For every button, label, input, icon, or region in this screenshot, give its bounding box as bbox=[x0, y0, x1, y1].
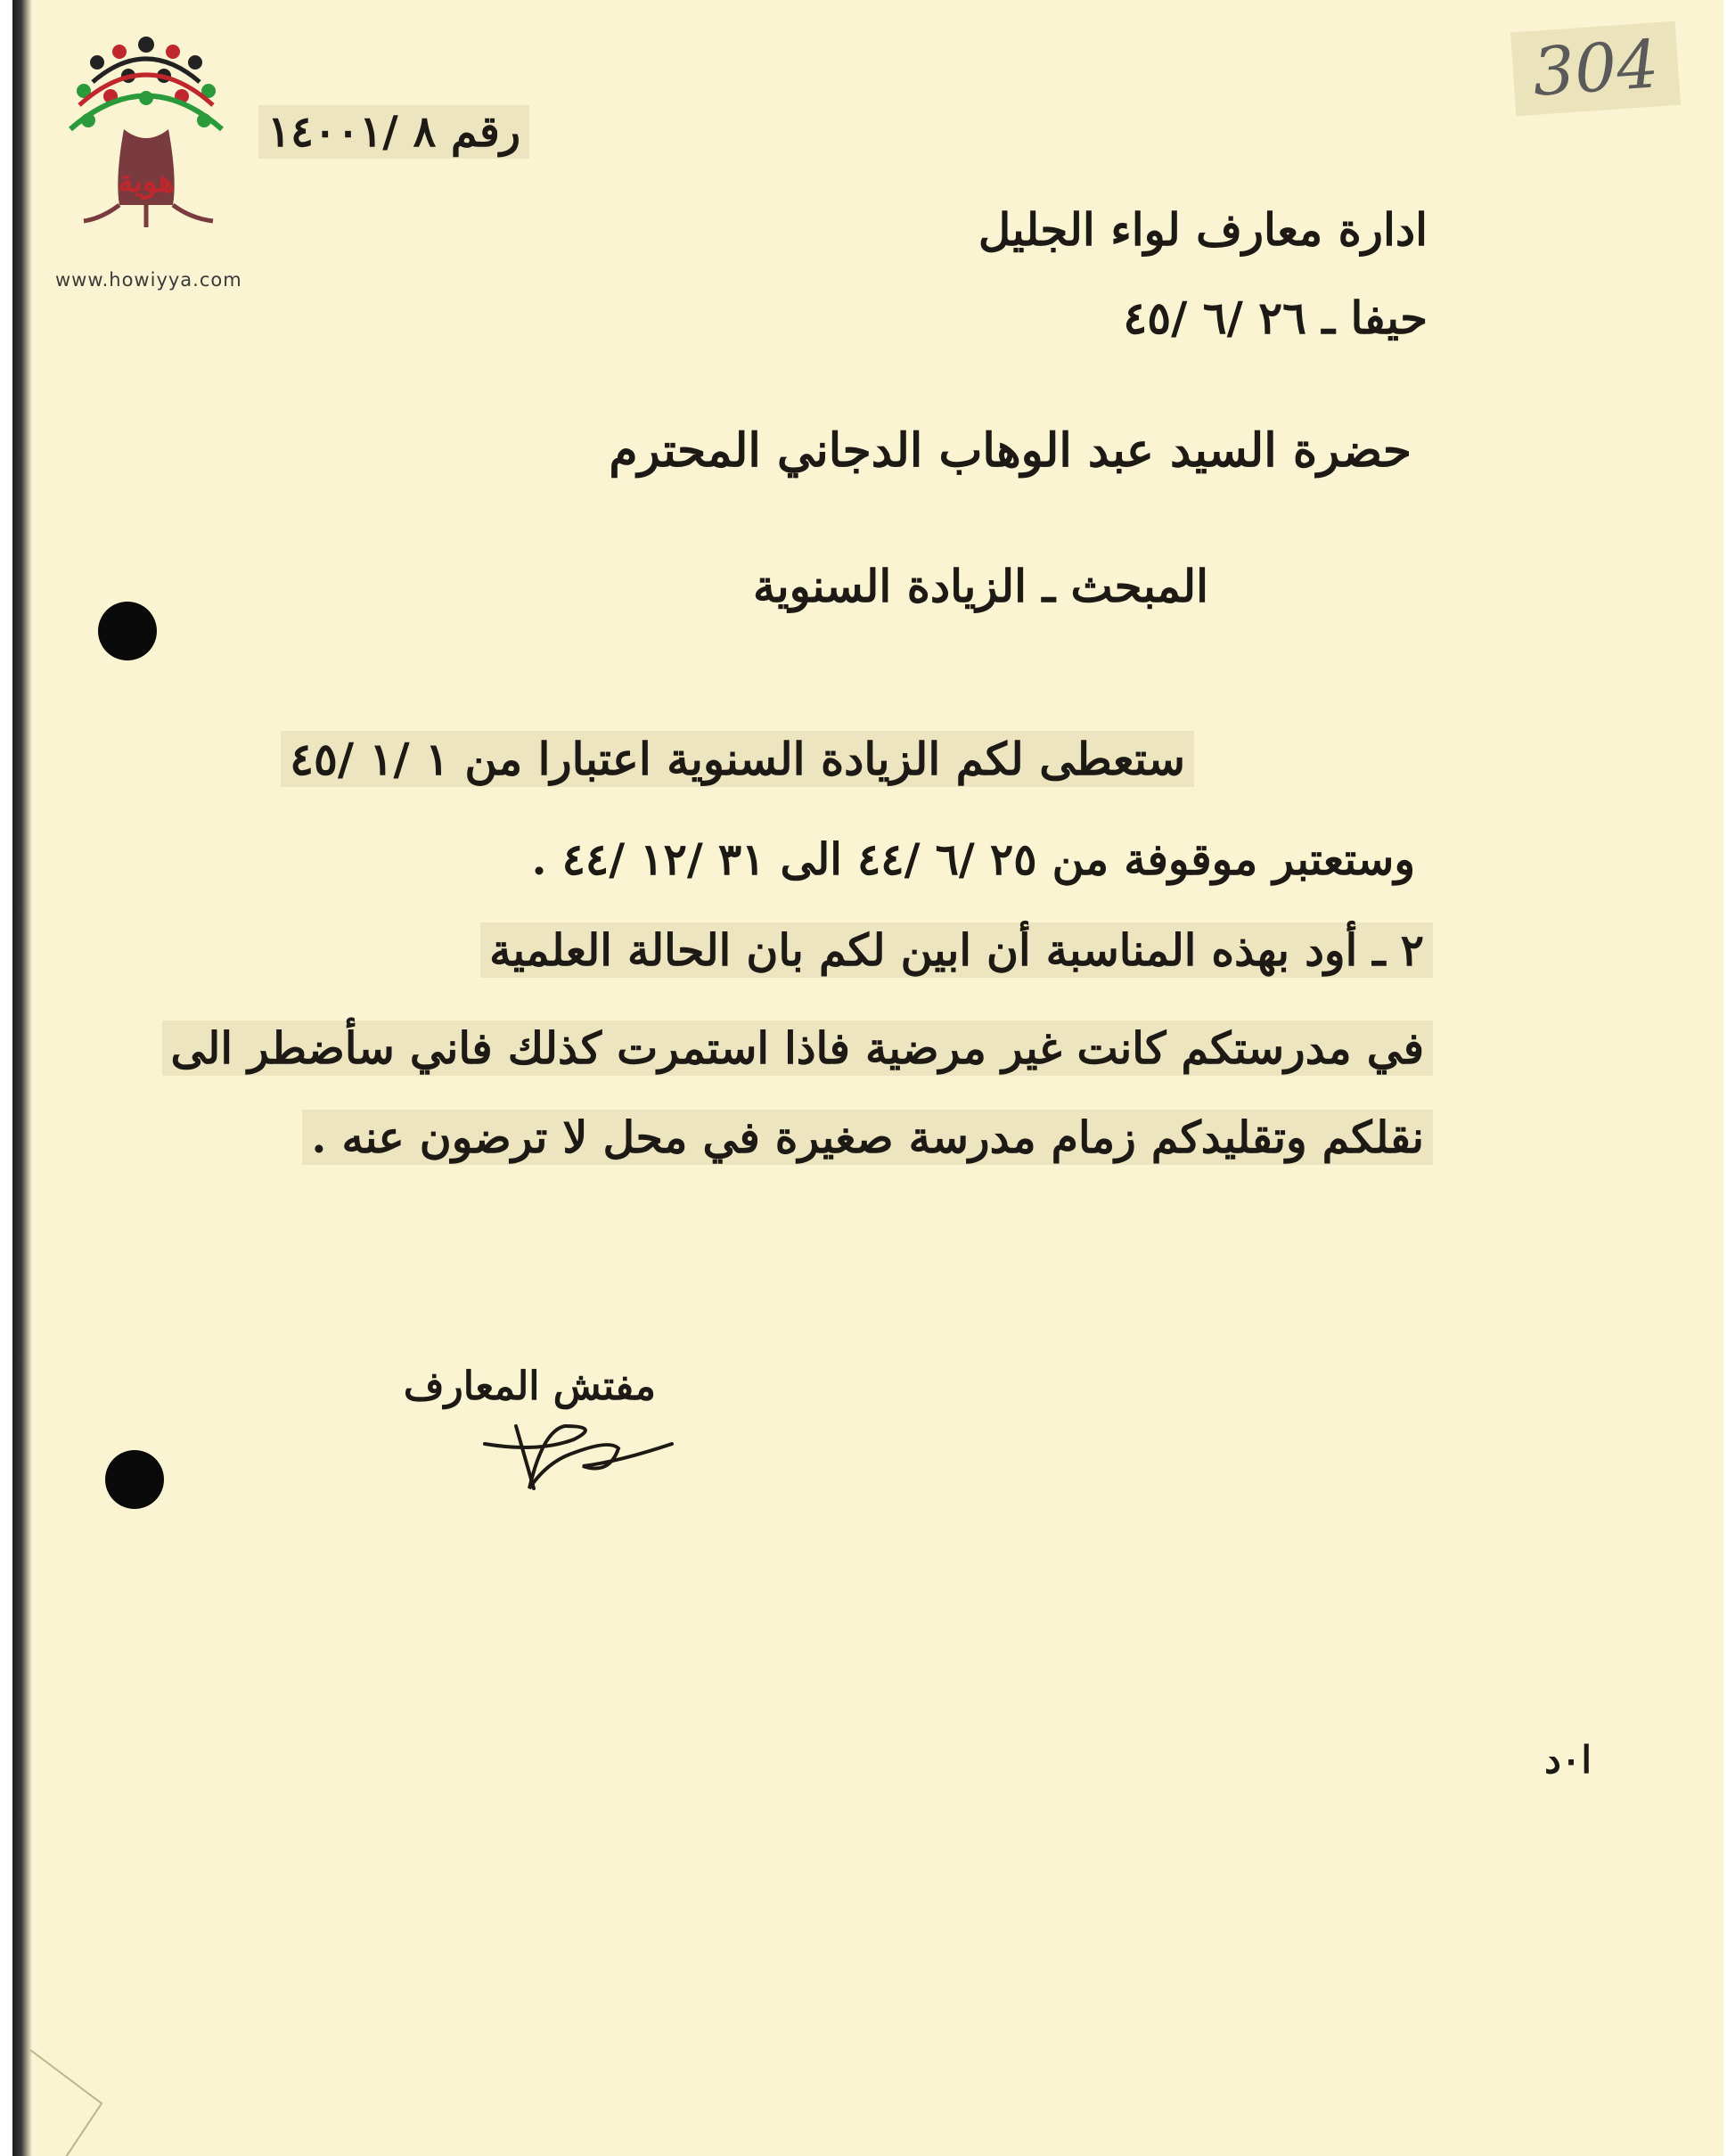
logo-url: www.howiyya.com bbox=[55, 269, 242, 291]
subject-line: المبحث ـ الزيادة السنوية bbox=[752, 560, 1208, 612]
body-line-4: في مدرستكم كانت غير مرضية فاذا استمرت كذلك فاني سأضطر الى bbox=[162, 1021, 1433, 1076]
scan-edge bbox=[12, 0, 32, 2156]
body-line-1: ستعطى لكم الزيادة السنوية اعتبارا من ١ /١ /٤٥ bbox=[281, 731, 1194, 787]
letter-page bbox=[12, 0, 1723, 2156]
punch-hole-bottom bbox=[105, 1450, 164, 1509]
howiyya-logo bbox=[30, 27, 262, 291]
archive-number: 304 bbox=[1510, 21, 1681, 117]
handwritten-signature bbox=[467, 1390, 681, 1506]
punch-hole-top bbox=[98, 602, 157, 660]
body-line-5: نقلكم وتقليدكم زمام مدرسة صغيرة في محل لا ترضون عنه . bbox=[302, 1110, 1433, 1165]
body-line-2: وستعتبر موقوفة من ٢٥ /٦ /٤٤ الى ٣١ /١٢ /٤٤ . bbox=[531, 833, 1415, 885]
addressee: حضرة السيد عبد الوهاب الدجاني المحترم bbox=[609, 423, 1412, 478]
footer-initials: ا٠د bbox=[1544, 1738, 1592, 1782]
logo-emblem-text: هوية bbox=[118, 164, 175, 200]
office-name: ادارة معارف لواء الجليل bbox=[978, 203, 1428, 256]
reference-number: رقم ٨ /١٤٠٠١ bbox=[258, 105, 529, 159]
tree-emblem-icon bbox=[30, 27, 262, 250]
place-date: حيفا ـ ٢٦ /٦ /٤٥ bbox=[1123, 291, 1428, 344]
folded-corner bbox=[12, 2041, 137, 2156]
body-line-3: ٢ ـ أود بهذه المناسبة أن ابين لكم بان الحالة العلمية bbox=[480, 922, 1433, 978]
signature-title: مفتش المعارف bbox=[403, 1364, 656, 1409]
